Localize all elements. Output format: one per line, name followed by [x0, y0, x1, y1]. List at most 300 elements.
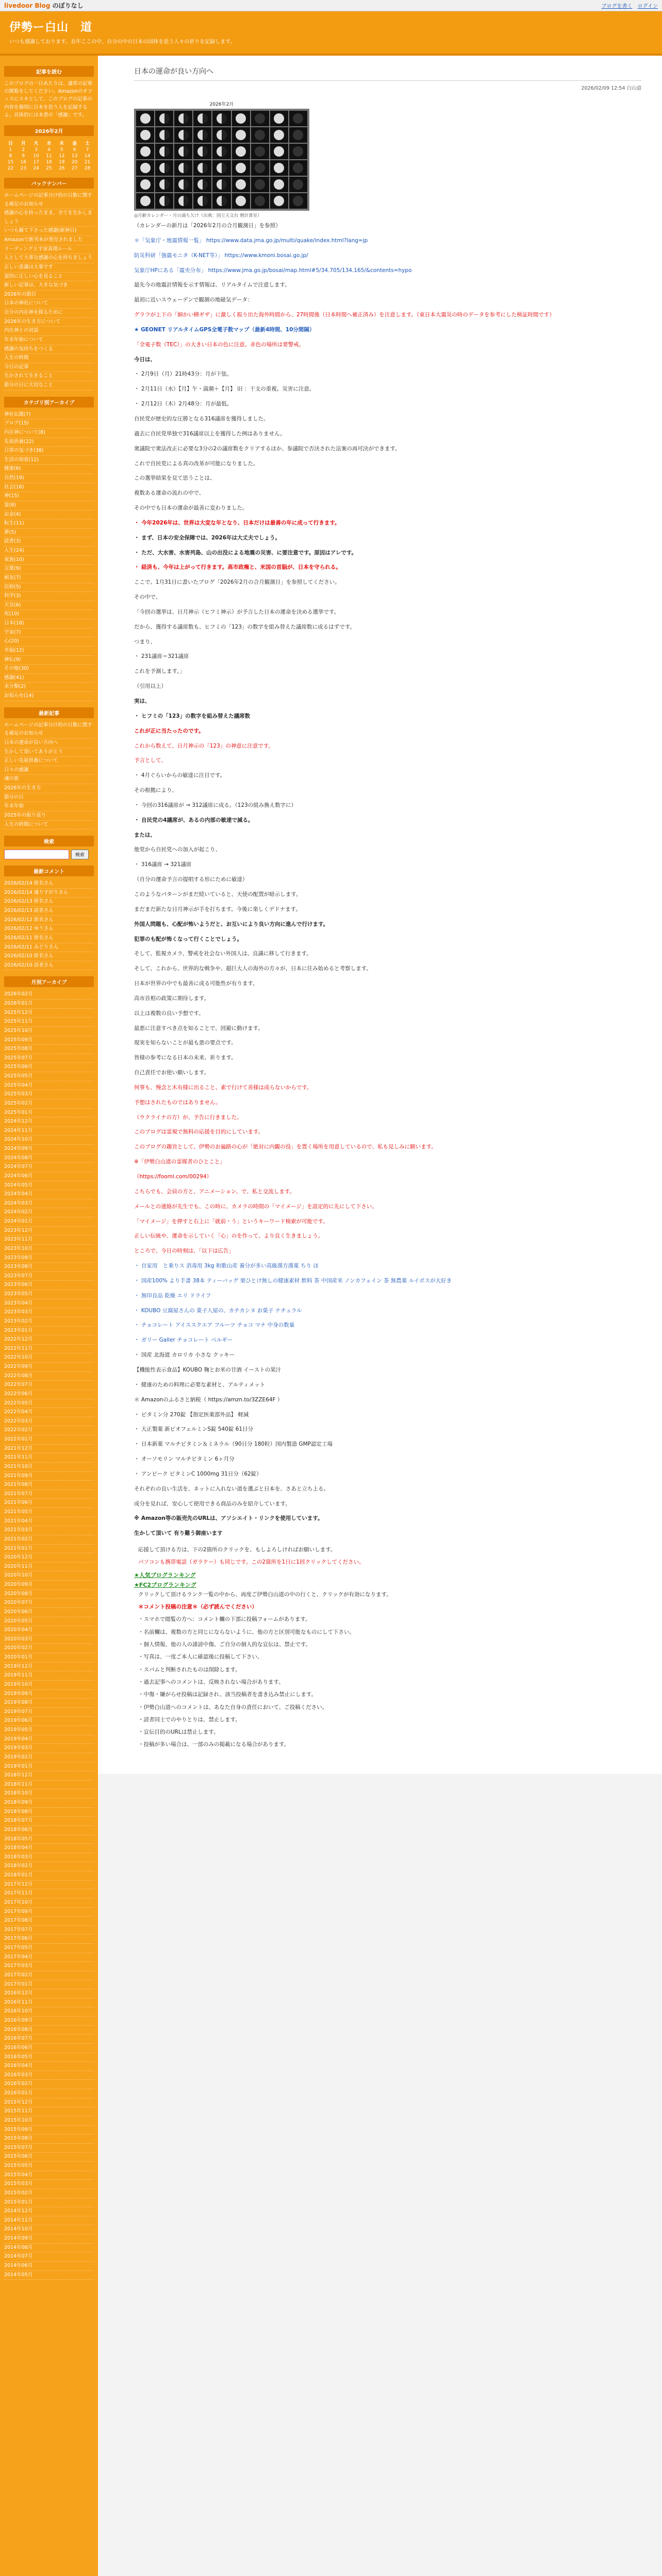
archive-item[interactable]	[4, 1254, 94, 1263]
category-item[interactable]	[4, 601, 94, 611]
calendar-date[interactable]: 12	[59, 153, 65, 159]
post-paragraph[interactable]: ・ 無印良品 乾燥 エリ ドライフ	[134, 1292, 211, 1299]
archive-item[interactable]	[4, 1799, 94, 1808]
calendar-date[interactable]: 6	[73, 147, 76, 152]
backnumber-item[interactable]	[4, 309, 94, 318]
backnumber-item-link[interactable]: 内在神との対話	[4, 328, 39, 334]
archive-item-link[interactable]: 2017年03月	[4, 1963, 33, 1969]
post-paragraph[interactable]: ★ GEONET リアルタイムGPS全電子数マップ（最新4時間、10分間隔）	[134, 326, 315, 333]
archive-item[interactable]	[4, 1127, 94, 1136]
category-item[interactable]	[4, 565, 94, 574]
ranking-button-2[interactable]: ★FC2ブログランキング	[134, 1581, 196, 1588]
archive-item[interactable]	[4, 2007, 94, 2016]
archive-item[interactable]	[4, 1472, 94, 1481]
archive-item-link[interactable]: 2021年09月	[4, 1472, 33, 1479]
archive-item-link[interactable]: 2024年09月	[4, 1146, 33, 1152]
category-item[interactable]	[4, 511, 94, 520]
category-item-link[interactable]: 日常の気づき(38)	[4, 448, 44, 454]
backnumber-item[interactable]	[4, 209, 94, 227]
archive-item-link[interactable]: 2015年10月	[4, 2117, 33, 2123]
archive-item-link[interactable]: 2015年04月	[4, 2172, 33, 2178]
archive-item-link[interactable]: 2016年01月	[4, 2090, 33, 2096]
archive-item[interactable]	[4, 1317, 94, 1327]
category-item-link[interactable]: 感謝(41)	[4, 674, 24, 681]
calendar-date[interactable]: 21	[84, 159, 91, 165]
category-item-link[interactable]: お金(4)	[4, 511, 21, 517]
calendar-date[interactable]: 28	[84, 165, 91, 171]
archive-item-link[interactable]: 2025年11月	[4, 1019, 33, 1025]
archive-item-link[interactable]: 2019年07月	[4, 1708, 33, 1715]
archive-item-link[interactable]: 2022年04月	[4, 1409, 33, 1415]
archive-item[interactable]	[4, 2207, 94, 2216]
recent-item[interactable]	[4, 775, 94, 784]
archive-item-link[interactable]: 2015年01月	[4, 2199, 33, 2205]
archive-item-link[interactable]: 2023年08月	[4, 1264, 33, 1270]
archive-item-link[interactable]: 2020年11月	[4, 1563, 33, 1569]
backnumber-item-link[interactable]: 節分の日に大切なこと	[4, 382, 54, 388]
archive-item-link[interactable]: 2023年12月	[4, 1227, 33, 1233]
category-item-link[interactable]: 死(10)	[4, 611, 20, 617]
calendar-date[interactable]: 2	[22, 147, 25, 152]
archive-item-link[interactable]: 2023年06月	[4, 1282, 33, 1288]
category-item-link[interactable]: 社会(16)	[4, 484, 24, 490]
livedoor-logo[interactable]	[4, 1, 84, 10]
backnumber-item[interactable]	[4, 372, 94, 381]
recent-item-link[interactable]: 2025年の振り返り	[4, 812, 46, 818]
search-input[interactable]	[4, 850, 69, 859]
archive-item[interactable]	[4, 1926, 94, 1935]
archive-item[interactable]	[4, 1835, 94, 1844]
archive-item-link[interactable]: 2023年05月	[4, 1291, 33, 1297]
recent-item[interactable]	[4, 757, 94, 766]
archive-item-link[interactable]: 2023年10月	[4, 1245, 33, 1251]
archive-item-link[interactable]: 2022年05月	[4, 1400, 33, 1406]
category-item[interactable]	[4, 683, 94, 692]
comment-item-link[interactable]: 2026/02/12 匿名さん	[4, 917, 54, 923]
backnumber-item-link[interactable]: 正しい意識は大事です	[4, 264, 54, 270]
archive-item[interactable]	[4, 1753, 94, 1762]
category-item[interactable]	[4, 492, 94, 501]
archive-item[interactable]	[4, 1626, 94, 1635]
archive-item-link[interactable]: 2018年10月	[4, 1790, 33, 1797]
archive-item[interactable]	[4, 1308, 94, 1317]
archive-item[interactable]	[4, 1453, 94, 1463]
archive-item-link[interactable]: 2015年09月	[4, 2126, 33, 2132]
category-item-link[interactable]: その他(30)	[4, 666, 29, 672]
archive-item[interactable]	[4, 2116, 94, 2126]
archive-item-link[interactable]: 2024年07月	[4, 1164, 33, 1170]
archive-item[interactable]	[4, 1726, 94, 1735]
category-item[interactable]	[4, 537, 94, 547]
archive-item-link[interactable]: 2023年11月	[4, 1236, 33, 1243]
backnumber-item[interactable]	[4, 263, 94, 273]
calendar-date[interactable]: 4	[47, 147, 51, 152]
archive-item[interactable]	[4, 1962, 94, 1971]
archive-item-link[interactable]: 2025年02月	[4, 1100, 33, 1106]
category-item-link[interactable]: 心(20)	[4, 638, 20, 645]
category-item[interactable]	[4, 547, 94, 556]
archive-item-link[interactable]: 2024年12月	[4, 1118, 33, 1125]
archive-item-link[interactable]: 2025年12月	[4, 1009, 33, 1015]
archive-item[interactable]	[4, 1463, 94, 1472]
archive-item[interactable]	[4, 1045, 94, 1054]
recent-item-link[interactable]: 節分の日	[4, 794, 24, 800]
comment-item-link[interactable]: 2026/02/11 匿名さん	[4, 935, 54, 941]
archive-item[interactable]	[4, 1190, 94, 1199]
category-item-link[interactable]: 人生(24)	[4, 548, 24, 554]
category-item-link[interactable]: 日本(18)	[4, 620, 24, 626]
archive-item-link[interactable]: 2023年02月	[4, 1318, 33, 1324]
archive-item[interactable]	[4, 1490, 94, 1499]
category-item[interactable]	[4, 411, 94, 420]
recent-item[interactable]	[4, 766, 94, 775]
archive-item[interactable]	[4, 2098, 94, 2108]
backnumber-item-link[interactable]: 新しい記事は、大きな気づき	[4, 282, 68, 289]
archive-item-link[interactable]: 2020年04月	[4, 1627, 33, 1633]
backnumber-item[interactable]	[4, 327, 94, 336]
archive-item[interactable]	[4, 1599, 94, 1608]
archive-item-link[interactable]: 2017年05月	[4, 1945, 33, 1951]
archive-item[interactable]	[4, 2198, 94, 2208]
archive-item[interactable]	[4, 1235, 94, 1245]
archive-item-link[interactable]: 2016年04月	[4, 2063, 33, 2069]
recent-item-link[interactable]: 正しい先祖供養について	[4, 758, 58, 764]
backnumber-item[interactable]	[4, 291, 94, 300]
post-paragraph[interactable]: ・ 自家用 と乗りス 消毒用 3kg 和歌山産 養分が多い高級漢方漢薬 ちり ほ	[134, 1263, 319, 1269]
archive-item[interactable]	[4, 1563, 94, 1572]
category-item-link[interactable]: 健康(6)	[4, 466, 21, 472]
archive-item-link[interactable]: 2015年12月	[4, 2099, 33, 2105]
blog-title[interactable]: 伊勢ー白山 道	[9, 21, 93, 34]
archive-item[interactable]	[4, 2080, 94, 2089]
calendar-date[interactable]: 26	[59, 165, 65, 171]
archive-item[interactable]	[4, 1708, 94, 1717]
category-item-link[interactable]: 霊(8)	[4, 502, 16, 508]
category-item[interactable]	[4, 438, 94, 447]
archive-item-link[interactable]: 2017年07月	[4, 1926, 33, 1933]
archive-item-link[interactable]: 2014年11月	[4, 2217, 33, 2223]
comment-item[interactable]	[4, 889, 94, 898]
archive-item[interactable]	[4, 1027, 94, 1036]
archive-item[interactable]	[4, 1136, 94, 1145]
archive-item-link[interactable]: 2025年05月	[4, 1073, 33, 1079]
archive-item-link[interactable]: 2021年03月	[4, 1527, 33, 1533]
archive-item[interactable]	[4, 1908, 94, 1917]
write-blog-link[interactable]: ブログを書く	[601, 4, 633, 9]
calendar-date[interactable]: 13	[71, 153, 78, 159]
archive-item[interactable]	[4, 1163, 94, 1172]
comment-item-link[interactable]: 2026/02/13 匿名さん	[4, 899, 54, 905]
calendar-date[interactable]: 17	[33, 159, 39, 165]
recent-item[interactable]	[4, 784, 94, 793]
archive-item[interactable]	[4, 1771, 94, 1781]
archive-item[interactable]	[4, 1826, 94, 1835]
archive-item-link[interactable]: 2014年08月	[4, 2244, 33, 2250]
archive-item-link[interactable]: 2024年05月	[4, 1182, 33, 1188]
category-item[interactable]	[4, 556, 94, 565]
archive-item[interactable]	[4, 2216, 94, 2226]
calendar-date[interactable]: 20	[71, 159, 78, 165]
category-item-link[interactable]: お知らせ(14)	[4, 693, 34, 699]
archive-item-link[interactable]: 2021年06月	[4, 1500, 33, 1506]
archive-item-link[interactable]: 2019年09月	[4, 1690, 33, 1697]
archive-item-link[interactable]: 2018年08月	[4, 1808, 33, 1815]
category-item[interactable]	[4, 574, 94, 583]
archive-item-link[interactable]: 2024年03月	[4, 1200, 33, 1206]
archive-item[interactable]	[4, 1090, 94, 1099]
backnumber-item-link[interactable]: リーディングと宇宙真理ルール	[4, 246, 73, 252]
backnumber-item[interactable]	[4, 354, 94, 363]
archive-item-link[interactable]: 2020年07月	[4, 1600, 33, 1606]
archive-item[interactable]	[4, 1081, 94, 1091]
archive-item[interactable]	[4, 1653, 94, 1663]
calendar-date[interactable]: 23	[20, 165, 26, 171]
archive-item-link[interactable]: 2018年05月	[4, 1836, 33, 1842]
archive-item[interactable]	[4, 1072, 94, 1081]
archive-item-link[interactable]: 2017年08月	[4, 1918, 33, 1924]
post-paragraph[interactable]: ＊「気象庁・地震情報一覧」 https://www.data.jma.go.jp/multi/quake/index.html?lang=jp	[134, 237, 368, 244]
archive-item[interactable]	[4, 2252, 94, 2262]
archive-item-link[interactable]: 2025年08月	[4, 1046, 33, 1052]
archive-item-link[interactable]: 2025年03月	[4, 1091, 33, 1097]
backnumber-item-link[interactable]: 2026年の生き方について	[4, 318, 61, 325]
recent-item[interactable]	[4, 721, 94, 739]
recent-item[interactable]	[4, 802, 94, 811]
archive-item-link[interactable]: 2017年02月	[4, 1972, 33, 1978]
archive-item[interactable]	[4, 1735, 94, 1744]
archive-item[interactable]	[4, 1899, 94, 1908]
archive-item[interactable]	[4, 1508, 94, 1517]
archive-item-link[interactable]: 2025年09月	[4, 1037, 33, 1043]
archive-item-link[interactable]: 2014年12月	[4, 2208, 33, 2214]
archive-item-link[interactable]: 2016年05月	[4, 2054, 33, 2060]
archive-item[interactable]	[4, 1145, 94, 1154]
archive-item-link[interactable]: 2019年05月	[4, 1727, 33, 1733]
archive-item[interactable]	[4, 1581, 94, 1590]
archive-item[interactable]	[4, 1036, 94, 1045]
backnumber-item-link[interactable]: 日本の神社について	[4, 300, 48, 307]
archive-item[interactable]	[4, 1789, 94, 1799]
recent-item-link[interactable]: 年末年始	[4, 803, 24, 809]
archive-item-link[interactable]: 2019年11月	[4, 1672, 33, 1679]
archive-item-link[interactable]: 2018年07月	[4, 1818, 33, 1824]
archive-item-link[interactable]: 2023年07月	[4, 1273, 33, 1279]
category-item-link[interactable]: 幸福(12)	[4, 647, 24, 653]
archive-item[interactable]	[4, 2171, 94, 2180]
archive-item[interactable]	[4, 1989, 94, 1998]
category-item[interactable]	[4, 692, 94, 701]
backnumber-item-link[interactable]: 今日の記事	[4, 364, 29, 370]
archive-item-link[interactable]: 2015年05月	[4, 2163, 33, 2169]
archive-item-link[interactable]: 2016年10月	[4, 2008, 33, 2014]
recent-item[interactable]	[4, 748, 94, 757]
archive-item-link[interactable]: 2025年06月	[4, 1064, 33, 1070]
archive-item-link[interactable]: 2023年09月	[4, 1255, 33, 1261]
recent-item-link[interactable]: 2026年の生き方	[4, 785, 41, 791]
archive-item[interactable]	[4, 2244, 94, 2253]
archive-item[interactable]	[4, 1663, 94, 1672]
archive-item[interactable]	[4, 2107, 94, 2116]
backnumber-item[interactable]	[4, 254, 94, 263]
post-paragraph[interactable]: ・ チョコレート アイススクエア フルーツ チョコ マナ 中身の数量	[134, 1322, 295, 1329]
calendar-date[interactable]: 10	[33, 153, 39, 159]
archive-item[interactable]	[4, 1953, 94, 1962]
archive-item-link[interactable]: 2024年02月	[4, 1209, 33, 1215]
post-paragraph[interactable]: ・ 国産100% より手書 38本 ティーバッグ 栗ひとけ無しの健康素材 飲料 茶 中国産米 ノンカフェイン 茶 無農薬 ルイボスが大好き	[134, 1277, 452, 1284]
archive-item-link[interactable]: 2016年06月	[4, 2044, 33, 2050]
archive-item[interactable]	[4, 2144, 94, 2153]
archive-item-link[interactable]: 2024年08月	[4, 1155, 33, 1161]
backnumber-item-link[interactable]: いつも観て下さった感謝(新神日)	[4, 228, 77, 234]
comment-item-link[interactable]: 2026/02/12 ゆうさん	[4, 926, 54, 932]
category-item[interactable]	[4, 665, 94, 674]
category-item-link[interactable]: ブログ(15)	[4, 420, 29, 427]
archive-item-link[interactable]: 2019年02月	[4, 1754, 33, 1760]
archive-item-link[interactable]: 2021年11月	[4, 1454, 33, 1461]
backnumber-item-link[interactable]: 生かされて生きること	[4, 373, 54, 379]
calendar-date[interactable]: 25	[46, 165, 52, 171]
archive-item[interactable]	[4, 1372, 94, 1381]
archive-item-link[interactable]: 2019年12月	[4, 1663, 33, 1669]
archive-item[interactable]	[4, 1699, 94, 1708]
archive-item[interactable]	[4, 1862, 94, 1871]
archive-item-link[interactable]: 2018年12月	[4, 1772, 33, 1778]
recent-item-link[interactable]: 生かして頂いてありがとう	[4, 749, 63, 755]
archive-item-link[interactable]: 2016年08月	[4, 2026, 33, 2032]
recent-item[interactable]	[4, 793, 94, 803]
post-paragraph[interactable]: ・ KOUBO 豆腐屋さんの 菓子人屋の、カチカシヌ お菓子 ナチュラル	[134, 1307, 302, 1314]
login-link[interactable]: ログイン	[637, 4, 658, 9]
archive-item[interactable]	[4, 2089, 94, 2098]
backnumber-item[interactable]	[4, 345, 94, 354]
category-item[interactable]	[4, 529, 94, 538]
calendar-date[interactable]: 22	[7, 165, 14, 171]
comment-item-link[interactable]: 2026/02/14 匿名さん	[4, 880, 54, 887]
recent-item[interactable]	[4, 821, 94, 830]
calendar-date[interactable]: 27	[71, 165, 78, 171]
archive-item[interactable]	[4, 1217, 94, 1227]
archive-item[interactable]	[4, 1381, 94, 1390]
post-paragraph[interactable]: 気象庁HPにある「震央分布」 https://www.jma.go.jp/bosai/map.html#5/34.705/134.165/&contents=hypo	[134, 267, 412, 274]
archive-item-link[interactable]: 2019年06月	[4, 1718, 33, 1724]
recent-item-link[interactable]: 人生の時間について	[4, 821, 48, 827]
archive-item[interactable]	[4, 1871, 94, 1880]
archive-item-link[interactable]: 2022年11月	[4, 1345, 33, 1351]
archive-item[interactable]	[4, 1408, 94, 1417]
archive-item[interactable]	[4, 1327, 94, 1336]
archive-item[interactable]	[4, 1181, 94, 1191]
archive-item-link[interactable]: 2022年12月	[4, 1336, 33, 1343]
backnumber-item[interactable]	[4, 299, 94, 309]
archive-item-link[interactable]: 2022年03月	[4, 1418, 33, 1424]
archive-item-link[interactable]: 2020年09月	[4, 1582, 33, 1588]
backnumber-item[interactable]	[4, 192, 94, 209]
archive-item-link[interactable]: 2014年05月	[4, 2272, 33, 2278]
post-paragraph[interactable]: 防災科研「強震モニタ（K-NET等）」 https://www.kmoni.bosai.go.jp/	[134, 252, 308, 259]
archive-item-link[interactable]: 2019年04月	[4, 1736, 33, 1742]
backnumber-item[interactable]	[4, 281, 94, 291]
archive-item-link[interactable]: 2025年10月	[4, 1027, 33, 1033]
backnumber-item[interactable]	[4, 273, 94, 282]
category-item-link[interactable]: 内在神について(8)	[4, 429, 45, 435]
backnumber-item-link[interactable]: 人生の時間	[4, 355, 29, 361]
archive-item-link[interactable]: 2020年01月	[4, 1654, 33, 1660]
category-item[interactable]	[4, 465, 94, 474]
backnumber-item[interactable]	[4, 336, 94, 345]
archive-item-link[interactable]: 2024年11月	[4, 1127, 33, 1133]
archive-item[interactable]	[4, 2071, 94, 2080]
archive-item[interactable]	[4, 1517, 94, 1527]
archive-item-link[interactable]: 2014年07月	[4, 2253, 33, 2260]
archive-item-link[interactable]: 2017年06月	[4, 1936, 33, 1942]
archive-item-link[interactable]: 2016年11月	[4, 1999, 33, 2005]
archive-item-link[interactable]: 2015年07月	[4, 2144, 33, 2150]
recent-item-link[interactable]: 魂の旅	[4, 776, 19, 782]
archive-item-link[interactable]: 2021年05月	[4, 1509, 33, 1515]
archive-item[interactable]	[4, 2035, 94, 2044]
backnumber-item[interactable]	[4, 318, 94, 327]
recent-item-link[interactable]: ホームページの記事分け的の日数に関する補足のお知らせ	[4, 722, 92, 737]
archive-item[interactable]	[4, 990, 94, 999]
archive-item[interactable]	[4, 1345, 94, 1354]
category-item[interactable]	[4, 629, 94, 638]
archive-item[interactable]	[4, 2162, 94, 2171]
archive-item[interactable]	[4, 1690, 94, 1699]
archive-item[interactable]	[4, 1445, 94, 1454]
calendar-date[interactable]: 5	[60, 147, 63, 152]
backnumber-item-link[interactable]: 年末年始について	[4, 336, 43, 343]
calendar-date[interactable]: 15	[7, 159, 14, 165]
calendar-date[interactable]: 24	[33, 165, 39, 171]
backnumber-item[interactable]	[4, 363, 94, 372]
archive-item[interactable]	[4, 1808, 94, 1817]
archive-item[interactable]	[4, 2225, 94, 2234]
archive-item-link[interactable]: 2021年07月	[4, 1490, 33, 1497]
archive-item[interactable]	[4, 1281, 94, 1290]
calendar-date[interactable]: 7	[86, 147, 89, 152]
archive-item-link[interactable]: 2023年03月	[4, 1309, 33, 1315]
ranking-button-1[interactable]: ★人気ブログランキング	[134, 1571, 196, 1579]
archive-item[interactable]	[4, 1917, 94, 1926]
archive-item[interactable]	[4, 1154, 94, 1163]
category-item-link[interactable]: 生活の知恵(12)	[4, 456, 39, 463]
archive-item-link[interactable]: 2019年03月	[4, 1745, 33, 1751]
category-item-link[interactable]: 宇宙(7)	[4, 629, 21, 635]
category-item-link[interactable]: 言葉(9)	[4, 566, 21, 572]
archive-item[interactable]	[4, 1417, 94, 1427]
category-item-link[interactable]: 神(15)	[4, 493, 20, 499]
archive-item-link[interactable]: 2017年12月	[4, 1881, 33, 1887]
archive-item[interactable]	[4, 2271, 94, 2280]
category-item[interactable]	[4, 429, 94, 438]
archive-item-link[interactable]: 2016年07月	[4, 2036, 33, 2042]
archive-item-link[interactable]: 2020年12月	[4, 1554, 33, 1561]
calendar-date[interactable]: 3	[35, 147, 38, 152]
calendar-date[interactable]: 9	[22, 153, 25, 159]
archive-item-link[interactable]: 2018年09月	[4, 1800, 33, 1806]
archive-item[interactable]	[4, 1944, 94, 1953]
archive-item-link[interactable]: 2020年02月	[4, 1645, 33, 1651]
archive-item[interactable]	[4, 1199, 94, 1209]
category-item[interactable]	[4, 447, 94, 456]
category-item-link[interactable]: 転生(11)	[4, 520, 24, 527]
archive-item[interactable]	[4, 1290, 94, 1299]
recent-item-link[interactable]: 日々の感謝	[4, 767, 29, 773]
archive-item[interactable]	[4, 2180, 94, 2189]
category-item-link[interactable]: 科学(3)	[4, 593, 21, 599]
archive-item[interactable]	[4, 1009, 94, 1018]
archive-item[interactable]	[4, 1998, 94, 2008]
